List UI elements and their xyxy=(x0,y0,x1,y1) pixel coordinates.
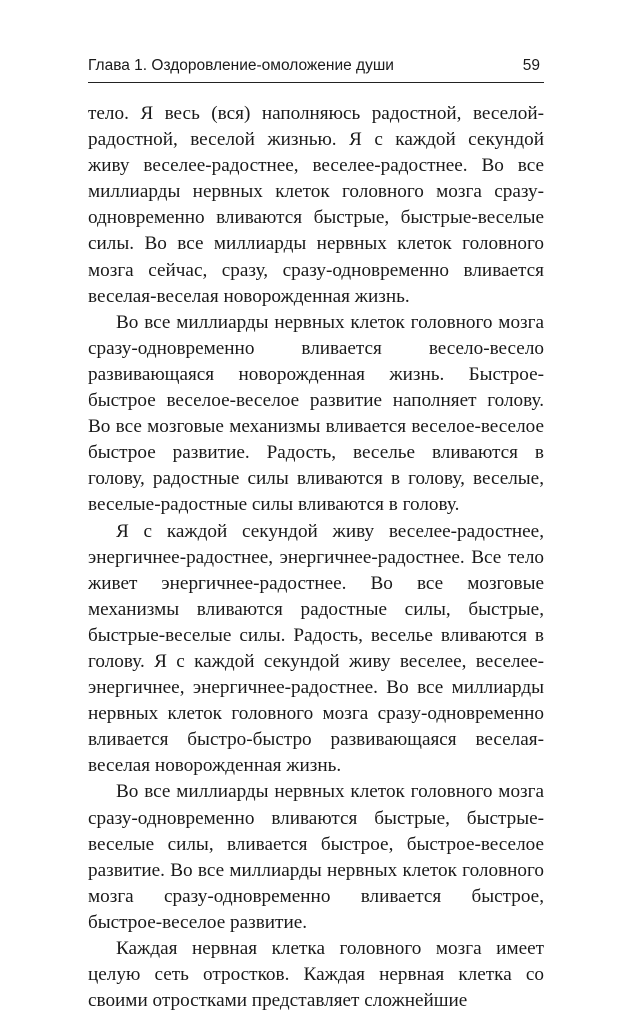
paragraph: Каждая нервная клетка головного мозга имеет целую сеть отростков. Каждая нервная клетка со своими отростками представляет сложнейшие xyxy=(88,938,544,1012)
paragraph: Во все миллиарды нервных клеток головного мозга сразу-одновременно вливаются быстрые, быстрые-веселые силы, вливается быстрое, быстрое-веселое развитие. Во все миллиарды нервных клеток головного мозга сразу-одновременно вливается быстрое, быстрое-веселое развитие. xyxy=(88,781,544,933)
paragraph: Во все миллиарды нервных клеток головного мозга сразу-одновременно вливается весело-весело развивающаяся новорожденная жизнь. Быстрое-быстрое веселое-веселое развитие наполняет голову. Во все мозговые механизмы вливается веселое-веселое быстрое развитие. Радость, веселье вливаются в голову, радостные силы вливаются в голову, веселые, веселые-радостные силы вливаются в голову. xyxy=(88,311,544,516)
paragraph: тело. Я весь (вся) наполняюсь радостной, веселой-радостной, веселой жизнью. Я с каждой секундой живу веселее-радостнее, веселее-радостнее. Во все миллиарды нервных клеток головного мозга сразу-одновременно вливаются быстрые, быстрые-веселые силы. Во все миллиарды нервных клеток головного мозга сейчас, сразу, сразу-одновременно вливается веселая-веселая новорожденная жизнь. xyxy=(88,103,544,307)
paragraph: Я с каждой секундой живу веселее-радостнее, энергичнее-радостнее, энергичнее-радостнее. Все тело живет энергичнее-радостнее. Во все мозговые механизмы вливаются радостные силы, быстрые, быстрые-веселые силы. Радость, веселье вливаются в голову. Я с каждой секундой живу веселее, веселее-энергичнее, энергичнее-радостнее. Во все миллиарды нервных клеток головного мозга сразу-одновременно вливается быстро-быстро развивающаяся веселая-веселая новорожденная жизнь. xyxy=(88,520,544,777)
book-page xyxy=(88,56,544,1014)
running-header xyxy=(88,56,544,83)
body-text xyxy=(88,101,544,1014)
chapter-title: Глава 1. Оздоровление-омоложение души xyxy=(88,57,394,74)
page-number: 59 xyxy=(522,57,540,74)
